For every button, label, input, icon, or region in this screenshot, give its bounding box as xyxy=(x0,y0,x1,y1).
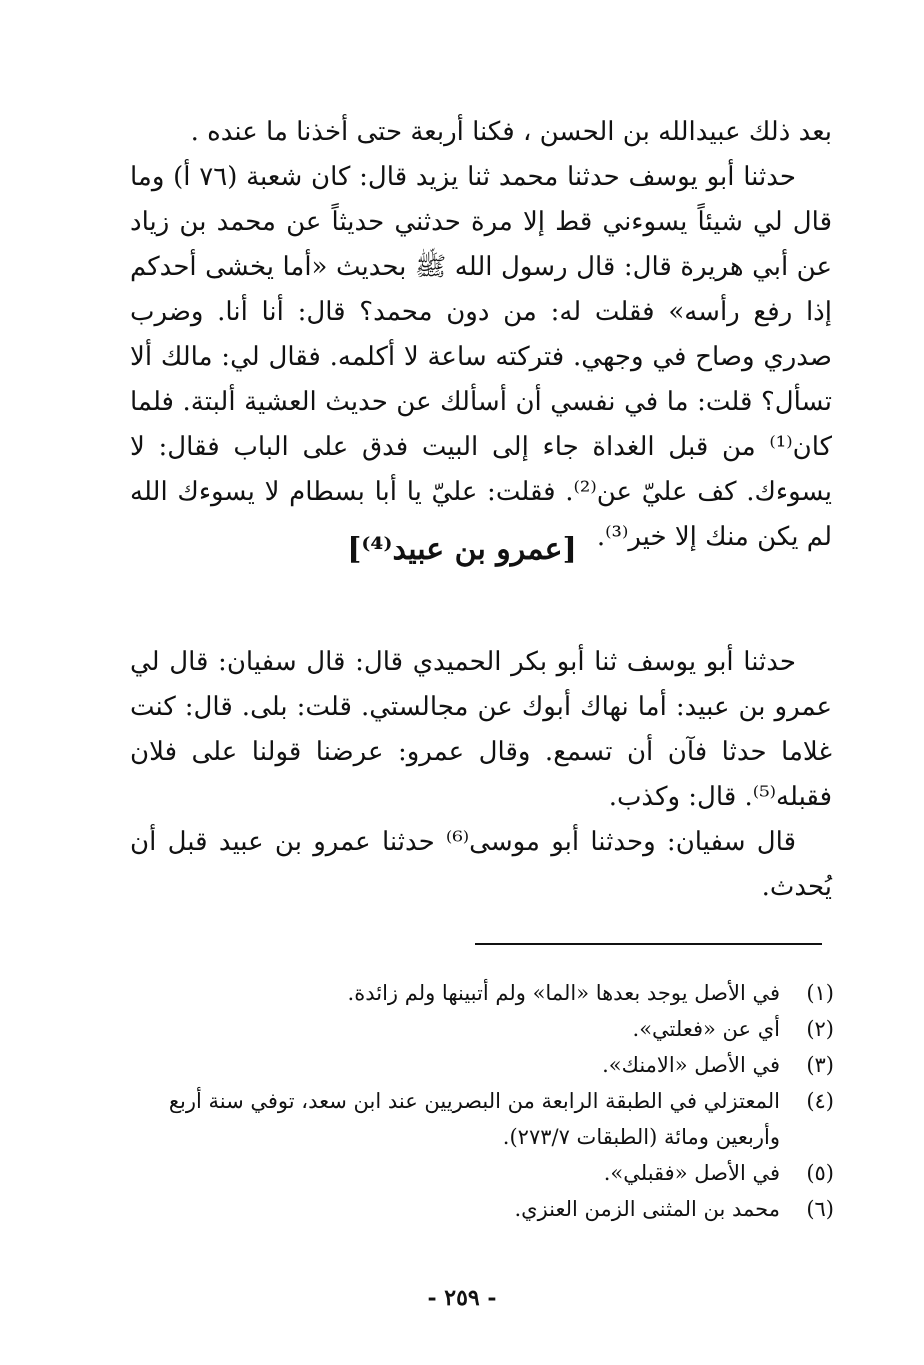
footnote-separator xyxy=(475,943,822,945)
paragraph-continuation: بعد ذلك عبيدالله بن الحسن ، فكنا أربعة حتى أخذنا ما عنده . xyxy=(190,117,832,147)
footnote-item xyxy=(115,1047,834,1083)
footnote-text: في الأصل «الامنك». xyxy=(602,1053,780,1077)
paragraph-hadith-sufyan: قال سفيان: وحدثنا أبو موسى⁽⁶⁾ حدثنا عمرو بن عبيد قبل أن يُحدث. xyxy=(130,827,832,902)
footnote-number: (٦) xyxy=(806,1197,834,1221)
footnote-text: في الأصل «فقبلي». xyxy=(603,1161,780,1185)
main-text-block-1 xyxy=(130,110,832,560)
footnote-number: (٣) xyxy=(806,1053,834,1077)
main-text-block-2 xyxy=(130,640,832,910)
page-number: - ٢٥٩ - xyxy=(427,1285,497,1311)
footnote-number: (١) xyxy=(806,981,834,1005)
paragraph-hadith-humaydi: حدثنا أبو يوسف ثنا أبو بكر الحميدي قال: قال سفيان: قال لي عمرو بن عبيد: أما نهاك أبوك عن مجالستي. قلت: بلى. قال: كنت غلاما حدثا فآن أن تسمع. وقال عمرو: عرضنا قولنا على فلان فقبله⁽⁵⁾. قال: وكذب. xyxy=(130,647,832,812)
footnote-item xyxy=(115,1083,834,1155)
section-heading: [عمرو بن عبيد⁽⁴⁾] xyxy=(347,532,577,567)
footnote-item xyxy=(115,1011,834,1047)
footnote-number: (٤) xyxy=(806,1089,834,1113)
footnote-number: (٢) xyxy=(806,1017,834,1041)
footnote-item xyxy=(115,1155,834,1191)
paragraph-hadith-shuba: حدثنا أبو يوسف حدثنا محمد ثنا يزيد قال: كان شعبة (٧٦ أ) وما قال لي شيئاً يسوءني قط إلا مرة حدثني حديثاً عن محمد بن زياد عن أبي هريرة قال: قال رسول الله ﷺ بحديث «أما يخشى أحدكم إذا رفع رأسه» فقلت له: من دون محمد؟ قال: أنا أنا. وضرب صدري وصاح في وجهي. فتركته ساعة لا أكلمه. فقال لي: مالك ألا تسأل؟ قلت: ما في نفسي أن أسألك عن حديث العشية ألبتة. فلما كان⁽¹⁾ من قبل الغداة جاء إلى البيت فدق على الباب فقال: لا يسوءك. كف عليّ عن⁽²⁾. فقلت: عليّ يا أبا بسطام لا يسوءك الله لم يكن منك إلا خير⁽³⁾. xyxy=(130,162,832,552)
footnote-text: محمد بن المثنى الزمن العنزي. xyxy=(514,1197,780,1221)
footnote-number: (٥) xyxy=(806,1161,834,1185)
footnote-text: أي عن «فعلتي». xyxy=(632,1017,780,1041)
footnotes xyxy=(115,975,834,1227)
footnote-text: المعتزلي في الطبقة الرابعة من البصريين عند ابن سعد، توفي سنة أربع وأربعين ومائة (الطبقات ٢٧٣/٧). xyxy=(168,1089,780,1149)
footnote-item xyxy=(115,1191,834,1227)
footnote-text: في الأصل يوجد بعدها «الما» ولم أتبينها ولم زائدة. xyxy=(347,981,780,1005)
footnote-item xyxy=(115,975,834,1011)
